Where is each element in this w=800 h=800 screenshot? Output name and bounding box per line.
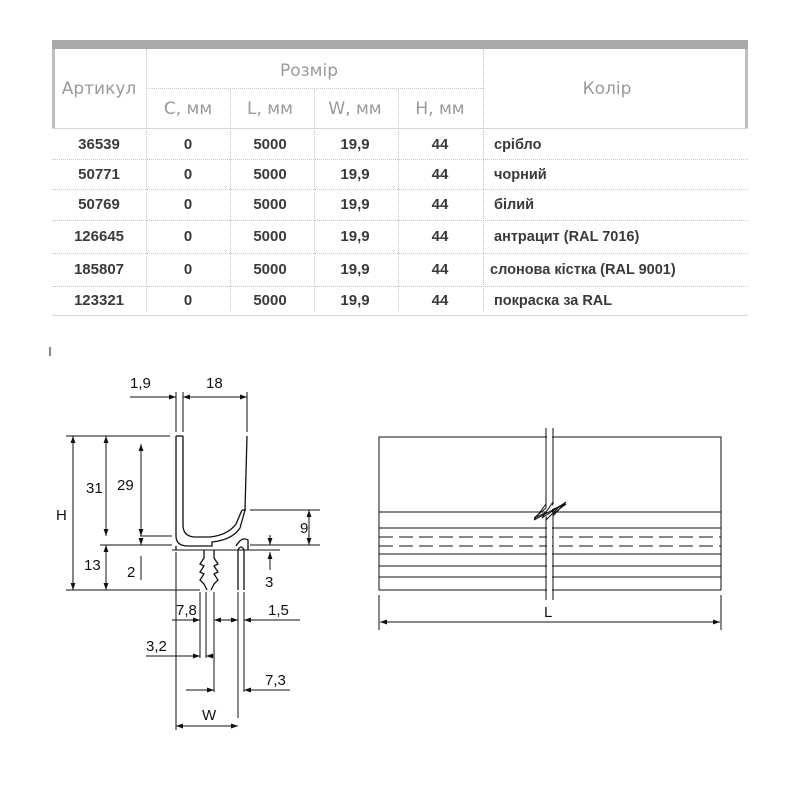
drawings-canvas [0, 340, 800, 800]
cell-w: 19,9 [340, 261, 370, 278]
table-row [52, 255, 748, 285]
cell-l: 5000 [253, 228, 287, 245]
dim-31: 31 [86, 480, 103, 497]
cell-w: 19,9 [340, 292, 370, 309]
header-size: Розмір [279, 61, 339, 81]
dim-1-5: 1,5 [268, 602, 289, 619]
cell-c: 0 [183, 136, 193, 153]
header-c: C, мм [163, 99, 213, 119]
cell-color: чорний [494, 167, 547, 183]
cell-color: білий [494, 197, 535, 213]
cell-h: 44 [431, 136, 449, 153]
table-row [52, 286, 748, 316]
cell-c: 0 [183, 292, 193, 309]
cell-h: 44 [431, 166, 449, 183]
cell-c: 0 [183, 196, 193, 213]
dim-H: H [56, 507, 67, 524]
cell-w: 19,9 [340, 196, 370, 213]
profile-serrated-stem [200, 550, 218, 590]
cell-article: 126645 [73, 228, 125, 245]
header-color: Колір [582, 79, 632, 99]
table-right-border [745, 49, 748, 129]
cell-c: 0 [183, 228, 193, 245]
dim-9: 9 [300, 520, 309, 537]
dim-1-9: 1,9 [130, 375, 151, 392]
dim-7-8: 7,8 [176, 602, 197, 619]
header-bottom-line [52, 128, 748, 129]
dim-W: W [202, 707, 217, 724]
cell-w: 19,9 [340, 166, 370, 183]
cell-color: срібло [494, 137, 542, 153]
cell-article: 50769 [78, 196, 120, 213]
size-header-divider [146, 88, 483, 89]
header-w: W, мм [328, 99, 382, 119]
cell-l: 5000 [253, 261, 287, 278]
cell-color: антрацит (RAL 7016) [494, 229, 640, 245]
profile-section [172, 436, 250, 590]
row-divider [52, 253, 748, 254]
dim-3-2: 3,2 [146, 638, 167, 655]
table-left-border [52, 49, 55, 129]
cell-article: 36539 [78, 136, 120, 153]
dim-3: 3 [265, 574, 274, 591]
header-article: Артикул [61, 79, 137, 99]
header-h: H, мм [415, 99, 465, 119]
cell-h: 44 [431, 292, 449, 309]
cell-h: 44 [431, 228, 449, 245]
cell-color: слонова кістка (RAL 9001) [490, 262, 676, 278]
row-divider [52, 220, 748, 221]
header-l: L, мм [247, 99, 293, 119]
table-row [52, 222, 748, 252]
cell-w: 19,9 [340, 228, 370, 245]
table-row [52, 190, 748, 220]
dim-2: 2 [127, 564, 136, 581]
profile-outline [176, 436, 247, 546]
table-bottom-line [52, 315, 748, 316]
cell-l: 5000 [253, 292, 287, 309]
dim-13: 13 [84, 557, 101, 574]
table-row [52, 130, 748, 160]
cell-h: 44 [431, 261, 449, 278]
cell-article: 123321 [73, 292, 125, 309]
cell-article: 50771 [78, 166, 120, 183]
cell-color: покраска за RAL [494, 293, 613, 309]
table-row [52, 160, 748, 190]
side-view [379, 428, 721, 630]
spec-table [52, 40, 748, 316]
cell-c: 0 [183, 166, 193, 183]
dim-29: 29 [117, 477, 134, 494]
cell-c: 0 [183, 261, 193, 278]
table-top-bar [52, 40, 748, 49]
dim-18: 18 [206, 375, 223, 392]
cell-article: 185807 [73, 261, 125, 278]
cell-l: 5000 [253, 196, 287, 213]
cell-w: 19,9 [340, 136, 370, 153]
technical-drawings [0, 340, 800, 800]
dim-L: L [544, 604, 553, 621]
cell-l: 5000 [253, 166, 287, 183]
cell-l: 5000 [253, 136, 287, 153]
dim-7-3: 7,3 [265, 672, 286, 689]
cell-h: 44 [431, 196, 449, 213]
